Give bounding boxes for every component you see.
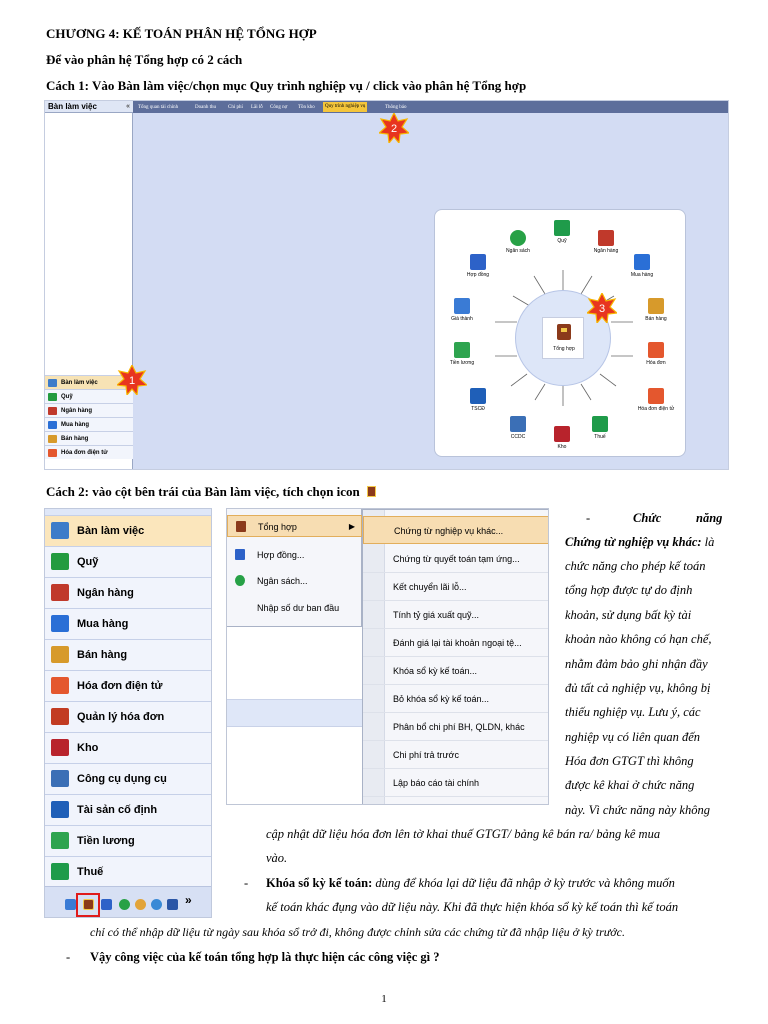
method2-line: Cách 2: vào cột bên trái của Bàn làm việc, tích chọn icon — [46, 484, 376, 500]
wheel-node-tscd[interactable]: TSCĐ — [455, 388, 501, 412]
function-panel — [362, 509, 549, 805]
tab-ton-kho[interactable]: Tồn kho — [298, 105, 315, 110]
wheel-node-ngan-sach[interactable]: Ngân sách — [495, 230, 541, 254]
fn-ket-chuyen-lai-lo[interactable]: Kết chuyển lãi lỗ... — [363, 573, 549, 601]
cash-icon — [554, 220, 570, 236]
highlight-box — [76, 893, 100, 917]
more-icon[interactable]: » — [185, 893, 192, 907]
submenu-ngan-sach[interactable]: Ngân sách... — [227, 570, 362, 592]
wheel-node-hop-dong[interactable]: Hợp đồng — [455, 254, 501, 278]
user-blue-icon[interactable] — [151, 899, 162, 910]
side-dash: - — [586, 511, 591, 525]
money-bag-icon — [510, 230, 526, 246]
car-icon — [470, 388, 486, 404]
side-line-3: khoản, sử dụng bất kỳ tài — [565, 608, 692, 622]
salary-icon — [454, 342, 470, 358]
menu-hoa-don-dien-tu[interactable]: Hóa đơn điện tử — [45, 670, 212, 701]
menu-ngan-hang[interactable]: Ngân hàng — [45, 577, 212, 608]
store-icon — [51, 646, 69, 663]
monitor-icon[interactable] — [167, 899, 178, 910]
chevron-right-icon: ▶ — [348, 522, 355, 531]
menu-mua-hang[interactable]: Mua hàng — [45, 417, 133, 431]
tab-cong-no[interactable]: Công nợ — [270, 105, 288, 110]
side-line-7: thiếu nghiệp vụ. Lưu ý, các — [565, 705, 701, 719]
ledger-icon — [236, 521, 246, 532]
menu-kho[interactable]: Kho — [45, 732, 212, 763]
warehouse-icon — [51, 739, 69, 756]
invoice-icon — [48, 449, 57, 457]
step-badge-2-label: 2 — [390, 123, 398, 135]
menu-ban-hang[interactable]: Bán hàng — [45, 639, 212, 670]
screenshot-left-menu — [44, 508, 212, 918]
lock-desc-1: dùng để khóa lại dữ liệu đã nhập ở kỳ trước và không muốn — [375, 876, 675, 890]
desk-icon — [48, 379, 57, 387]
wheel-node-hoa-don-dien-tu[interactable]: Hóa đơn điện tử — [633, 388, 679, 412]
fn-chi-phi-tra-truoc[interactable]: Chi phí trả trước — [363, 741, 549, 769]
menu-cong-cu-dung-cu[interactable]: Công cụ dụng cụ — [45, 763, 212, 794]
step-badge-3 — [587, 293, 617, 323]
contract-icon[interactable] — [101, 899, 112, 910]
step-badge-3-label: 3 — [598, 303, 606, 315]
side-line-9: Hóa đơn GTGT thì không — [565, 754, 694, 768]
cash-icon — [51, 553, 69, 570]
side-title-part3: Chứng từ nghiệp vụ khác: — [565, 535, 702, 549]
menu-ban-lam-viec[interactable]: Bàn làm việc — [45, 515, 212, 546]
tools-icon — [510, 416, 526, 432]
bank-icon — [48, 407, 57, 415]
step-badge-2 — [379, 113, 409, 143]
ledger-icon — [557, 324, 571, 340]
side-line-10: được kê khai ở chức năng — [565, 778, 695, 792]
wheel-node-gia-thanh[interactable]: Giá thành — [439, 298, 485, 322]
step-badge-1 — [117, 365, 147, 395]
tab-chi-phi[interactable]: Chi phí — [228, 105, 243, 110]
fn-tinh-ty-gia[interactable]: Tính tỷ giá xuất quỹ... — [363, 601, 549, 629]
side-para-line-1 — [565, 530, 728, 554]
side-line-2: tổng hợp được tự do định — [565, 583, 693, 597]
method1-line: Cách 1: Vào Bàn làm việc/chọn mục Quy trình nghiệp vụ / click vào phân hệ Tổng hợp — [46, 78, 527, 93]
side-title-part2: năng — [696, 511, 723, 525]
wheel-node-kho[interactable]: Kho — [539, 426, 585, 450]
screenshot-tong-hop-menu — [226, 508, 549, 805]
warehouse-icon — [554, 426, 570, 442]
menu-quy[interactable]: Quỹ — [45, 389, 133, 403]
tax-icon — [51, 863, 69, 880]
fn-chung-tu-quyet-toan[interactable]: Chứng từ quyết toán tạm ứng... — [363, 545, 549, 573]
wheel-node-quy[interactable]: Quỹ — [539, 220, 585, 244]
money-bag-icon[interactable] — [119, 899, 130, 910]
tax-icon — [592, 416, 608, 432]
fn-bo-khoa-so[interactable]: Bỏ khóa sổ kỳ kế toán... — [363, 685, 549, 713]
money-bag-icon — [235, 575, 245, 586]
side-title-part1: Chức — [633, 511, 662, 525]
page-number: 1 — [381, 993, 387, 1005]
salary-icon — [51, 832, 69, 849]
bank-icon — [51, 584, 69, 601]
tools-icon — [51, 770, 69, 787]
fn-phan-bo-chi-phi[interactable]: Phân bổ chi phí BH, QLDN, khác — [363, 713, 549, 741]
store-icon — [648, 298, 664, 314]
tab-bar — [133, 101, 729, 113]
menu-quy[interactable]: Quỹ — [45, 546, 212, 577]
submenu-hop-dong[interactable]: Hợp đồng... — [227, 544, 362, 566]
side-line-0: là — [704, 535, 715, 549]
tab-doanh-thu[interactable]: Doanh thu — [195, 105, 216, 110]
cash-icon — [48, 393, 57, 401]
wheel-node-mua-hang[interactable]: Mua hàng — [619, 254, 665, 278]
side-line-8: nghiệp vụ có liên quan đến — [565, 730, 701, 744]
menu-tien-luong[interactable]: Tiền lương — [45, 825, 212, 856]
wheel-node-ban-hang[interactable]: Bán hàng — [633, 298, 679, 322]
submenu-tong-hop[interactable]: Tổng hợp ▶ — [227, 515, 362, 537]
sidebar-title: Bàn làm việc « — [45, 101, 133, 113]
side-line-1: chức năng cho phép kế toán — [565, 559, 706, 573]
lock-line-3: chỉ có thể nhập dữ liệu từ ngày sau khóa sổ trở đi, không được chỉnh sửa các chứng từ đã nhập liệu ở kỳ trước. — [90, 925, 626, 939]
submenu-panel — [227, 509, 362, 627]
menu-mua-hang[interactable]: Mua hàng — [45, 608, 212, 639]
bullet-dash-2: - — [66, 950, 71, 964]
tab-lai-lo[interactable]: Lãi lỗ — [251, 105, 263, 110]
menu-hoa-don[interactable]: Hóa đơn điện tử — [45, 445, 133, 459]
lock-title: Khóa sổ kỳ kế toán: — [266, 876, 373, 890]
cont-line-1: cập nhật dữ liệu hóa đơn lên tờ khai thuế GTGT/ bảng kê bán ra/ bảng kê mua — [266, 827, 661, 841]
desk-icon — [51, 522, 69, 539]
e-invoice-icon — [51, 677, 69, 694]
process-wheel — [434, 209, 686, 457]
store-icon — [48, 435, 57, 443]
bank-icon — [598, 230, 614, 246]
step-badge-1-label: 1 — [128, 375, 136, 387]
fn-danh-gia-lai[interactable]: Đánh giá lại tài khoản ngoại tệ... — [363, 629, 549, 657]
cart-icon — [48, 421, 57, 429]
cont-line-2: vào. — [266, 851, 288, 865]
menu-ngan-hang[interactable]: Ngân hàng — [45, 403, 133, 417]
background-area — [227, 627, 362, 805]
wheel-center-label: Tổng hợp — [553, 346, 575, 352]
cart-icon — [51, 615, 69, 632]
side-line-5: nhằm đảm bảo ghi nhận đầy — [565, 657, 708, 671]
e-invoice-icon — [648, 388, 664, 404]
car-icon — [51, 801, 69, 818]
fn-lap-bao-cao[interactable]: Lập báo cáo tài chính — [363, 769, 549, 797]
menu-ban-lam-viec[interactable]: Bàn làm việc — [45, 375, 133, 389]
submenu-nhap-so-du[interactable]: Nhập số dư ban đầu — [257, 603, 340, 613]
side-line-4: khoản nào không có hạn chế, — [565, 632, 712, 646]
question-line: Vậy công việc của kế toán tổng hợp là thực hiện các công việc gì ? — [90, 950, 440, 964]
calculator-icon[interactable] — [65, 899, 76, 910]
bullet-dash-1: - — [244, 876, 249, 890]
quick-icon-bar — [45, 886, 212, 918]
invoice-icon — [648, 342, 664, 358]
menu-thue[interactable]: Thuế — [45, 856, 212, 887]
wheel-node-tien-luong[interactable]: Tiền lương — [439, 342, 485, 366]
side-line-6: đủ tất cả nghiệp vụ, không bị — [565, 681, 711, 695]
contract-icon — [235, 549, 245, 560]
wheel-node-ngan-hang[interactable]: Ngân hàng — [583, 230, 629, 254]
menu-ban-hang[interactable]: Bán hàng — [45, 431, 133, 445]
wheel-node-ccdc[interactable]: CCDC — [495, 416, 541, 440]
tab-thong-bao[interactable]: Thông báo — [385, 105, 407, 110]
screenshot-desk — [44, 100, 729, 470]
lock-line-1 — [266, 871, 675, 895]
side-line-11: này. Vì chức năng này không — [565, 803, 710, 817]
menu-quan-ly-hoa-don[interactable]: Quản lý hóa đơn — [45, 701, 212, 732]
contract-icon — [470, 254, 486, 270]
intro-line: Để vào phân hệ Tổng hợp có 2 cách — [46, 52, 243, 67]
fn-khoa-so[interactable]: Khóa sổ kỳ kế toán... — [363, 657, 549, 685]
calculator-icon — [454, 298, 470, 314]
user-orange-icon[interactable] — [135, 899, 146, 910]
sidebar — [45, 101, 136, 470]
wheel-node-hoa-don[interactable]: Hóa đơn — [633, 342, 679, 366]
ledger-icon — [367, 486, 376, 497]
chapter-title: CHƯƠNG 4: KẾ TOÁN PHÂN HỆ TỔNG HỢP — [46, 26, 317, 41]
wheel-node-thue[interactable]: Thuế — [577, 416, 623, 440]
fn-chung-tu-nghiep-vu-khac[interactable]: Chứng từ nghiệp vụ khác... — [363, 516, 549, 544]
lock-line-2: kế toán khác đụng vào dữ liệu này. Khi đã thực hiện khóa sổ kỳ kế toán thì kế toán — [266, 900, 679, 914]
invoice-manage-icon — [51, 708, 69, 725]
tab-tong-quan[interactable]: Tổng quan tài chính — [138, 105, 179, 110]
menu-tai-san-co-dinh[interactable]: Tài sản cố định — [45, 794, 212, 825]
cart-icon — [634, 254, 650, 270]
tab-quy-trinh[interactable]: Quy trình nghiệp vụ — [323, 102, 367, 112]
wheel-center-tong-hop[interactable] — [542, 317, 584, 359]
